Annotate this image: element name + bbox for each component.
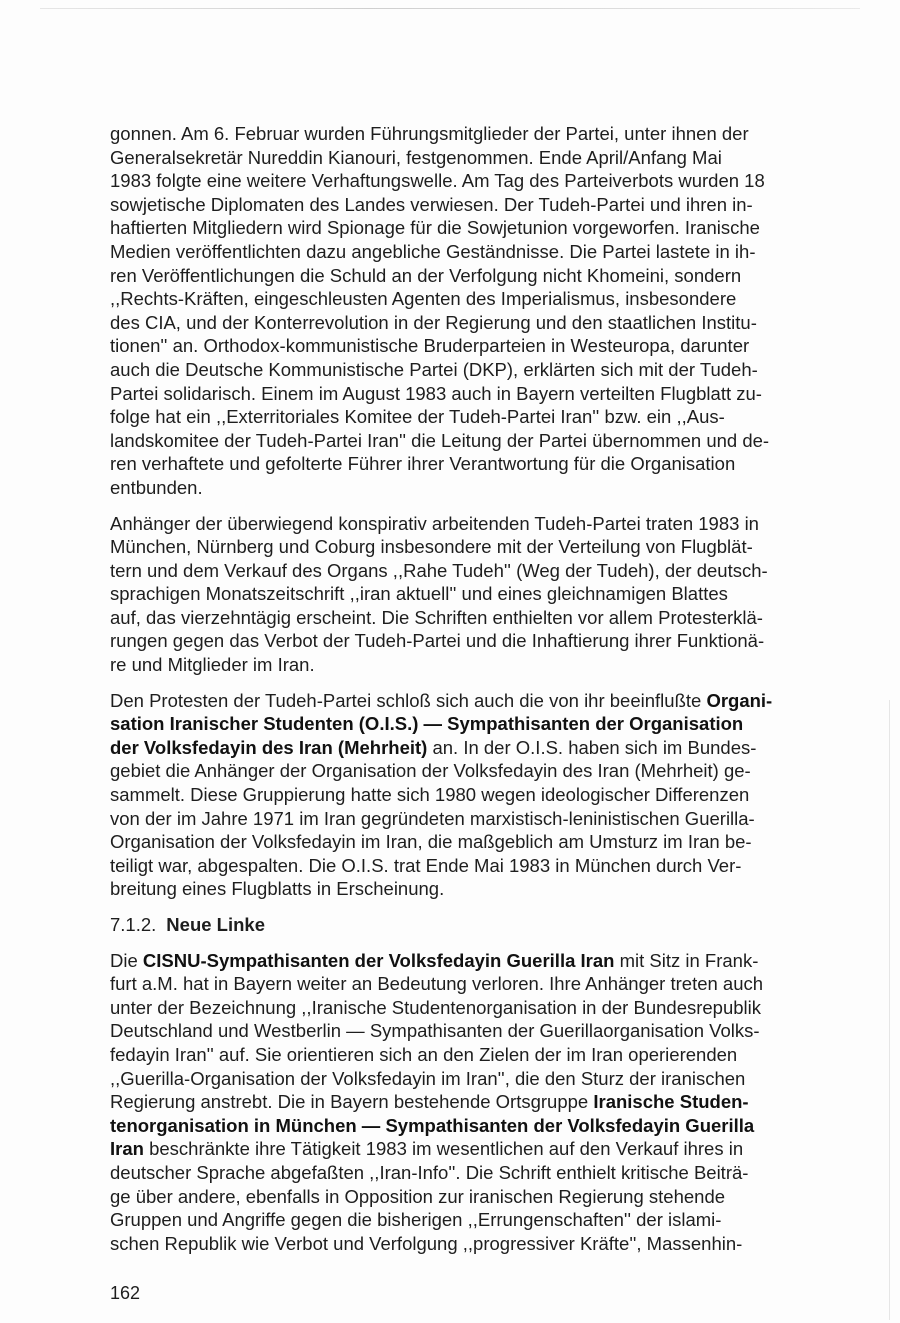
paragraph-cisnu-local-group-name: Iranische Studen- tenorganisation in München — Sympathisanten der Volksfedayin Guerilla Iran <box>110 1091 755 1160</box>
paragraph-cisnu-organisation-name: CISNU-Sympathisanten der Volksfedayin Guerilla Iran <box>142 949 615 971</box>
paragraph-ois-organisation-name: Organi- sation Iranischer Studenten (O.I.S.) — Sympathisanten der Organisation der Volksfedayin des Iran (Mehrheit) <box>110 689 773 758</box>
section-number: 7.1.2. <box>110 914 157 935</box>
paragraph-cisnu-part-2: mit Sitz in Frank- furt a.M. hat in Bayern weiter an Bedeutung verloren. Ihre Anhänger treten auch unter der Bezeichnung ,,Iranische Studentenorganisation in der Bundesrepublik Deutschland und Westberlin — Sympathisanten der Guerillaorganisation Volks- fedayin Iran'' auf. Sie orientieren sich an den Zielen der im Iran operierenden ,,Guerilla-Organisation der Volksfedayin im Iran'', die den Sturz der iranischen Regierung anstrebt. Die in Bayern bestehende Ortsgruppe <box>110 949 764 1113</box>
paragraph-ois <box>110 689 805 901</box>
paragraph-ois-rest: an. In der O.I.S. haben sich im Bundes- gebiet die Anhänger der Organisation der Volksfedayin des Iran (Mehrheit) ge- sammelt. Diese Gruppierung hatte sich 1980 wegen ideologischer Differenzen von der im Jahre 1971 im Iran gegründeten marxistisch-leninistischen Guerilla- Organisation der Volksfedayin im Iran, die maßgeblich am Umsturz im Iran be- teiligt war, abgespalten. Die O.I.S. trat Ende Mai 1983 in München durch Ver- breitung eines Flugblatts in Erscheinung. <box>110 736 757 900</box>
page-number: 162 <box>110 1283 141 1303</box>
paragraph-tudeh-supporters: Anhänger der überwiegend konspirativ arbeitenden Tudeh-Partei traten 1983 in München, Nürnberg und Coburg insbesondere mit der Verteilung von Flugblät- tern und dem Verkauf des Organs ,,Rahe Tudeh'' (Weg der Tudeh), der deutsch- sprachigen Monatszeitschrift ,,iran aktuell'' und eines gleichnamigen Blattes auf, das vierzehntägig erscheint. Die Schriften enthielten vor allem Protesterklä- rungen gegen das Verbot der Tudeh-Partei und die Inhaftierung ihrer Funktionä- re und Mitglieder im Iran. <box>110 512 768 676</box>
scan-edge-right <box>889 700 890 1320</box>
scan-edge-top <box>40 8 860 9</box>
paragraph-cisnu-part-3: beschränkte ihre Tätigkeit 1983 im wesentlichen auf den Verkauf ihres in deutscher Sprache abgefaßten ,,Iran-Info''. Die Schrift enthielt kritische Beiträ- ge über andere, ebenfalls in Opposition zur iranischen Regierung stehende Gruppen und Angriffe gegen die bisherigen ,,Errungenschaften'' der islami- schen Republik wie Verbot und Verfolgung ,,progressiver Kräfte'', Massenhin- <box>110 1138 749 1254</box>
section-heading <box>110 913 805 937</box>
paragraph-ois-intro: Den Protesten der Tudeh-Partei schloß sich auch die von ihr beeinflußte <box>110 689 707 711</box>
body-text <box>110 122 805 1267</box>
paragraph-cisnu <box>110 949 805 1256</box>
paragraph-cisnu-part-1: Die <box>110 949 143 971</box>
section-title: Neue Linke <box>166 914 265 935</box>
paragraph-tudeh-arrests: gonnen. Am 6. Februar wurden Führungsmitglieder der Partei, unter ihnen der Generalsekretär Nureddin Kianouri, festgenommen. Ende April/Anfang Mai 1983 folgte eine weitere Verhaftungswelle. Am Tag des Parteiverbots wurden 18 sowjetische Diplomaten des Landes verwiesen. Der Tudeh-Partei und ihren in- haftierten Mitgliedern wird Spionage für die Sowjetunion vorgeworfen. Iranische Medien veröffentlichten dazu angebliche Geständnisse. Die Partei lastete in ih- ren Veröffentlichungen die Schuld an der Verfolgung nicht Khomeini, sondern ,,Rechts-Kräften, eingeschleusten Agenten des Imperialismus, insbesondere des CIA, und der Konterrevolution in der Regierung und den staatlichen Institu- tionen'' an. Orthodox-kommunistische Bruderparteien in Westeuropa, darunter auch die Deutsche Kommunistische Partei (DKP), erklärten sich mit der Tudeh- Partei solidarisch. Einem im August 1983 auch in Bayern verteilten Flugblatt zu- folge hat ein ,,Exterritoriales Komitee der Tudeh-Partei Iran'' bzw. ein ,,Aus- landskomitee der Tudeh-Partei Iran'' die Leitung der Partei übernommen und de- ren verhaftete und gefolterte Führer ihrer Verantwortung für die Organisation entbunden. <box>110 123 770 498</box>
